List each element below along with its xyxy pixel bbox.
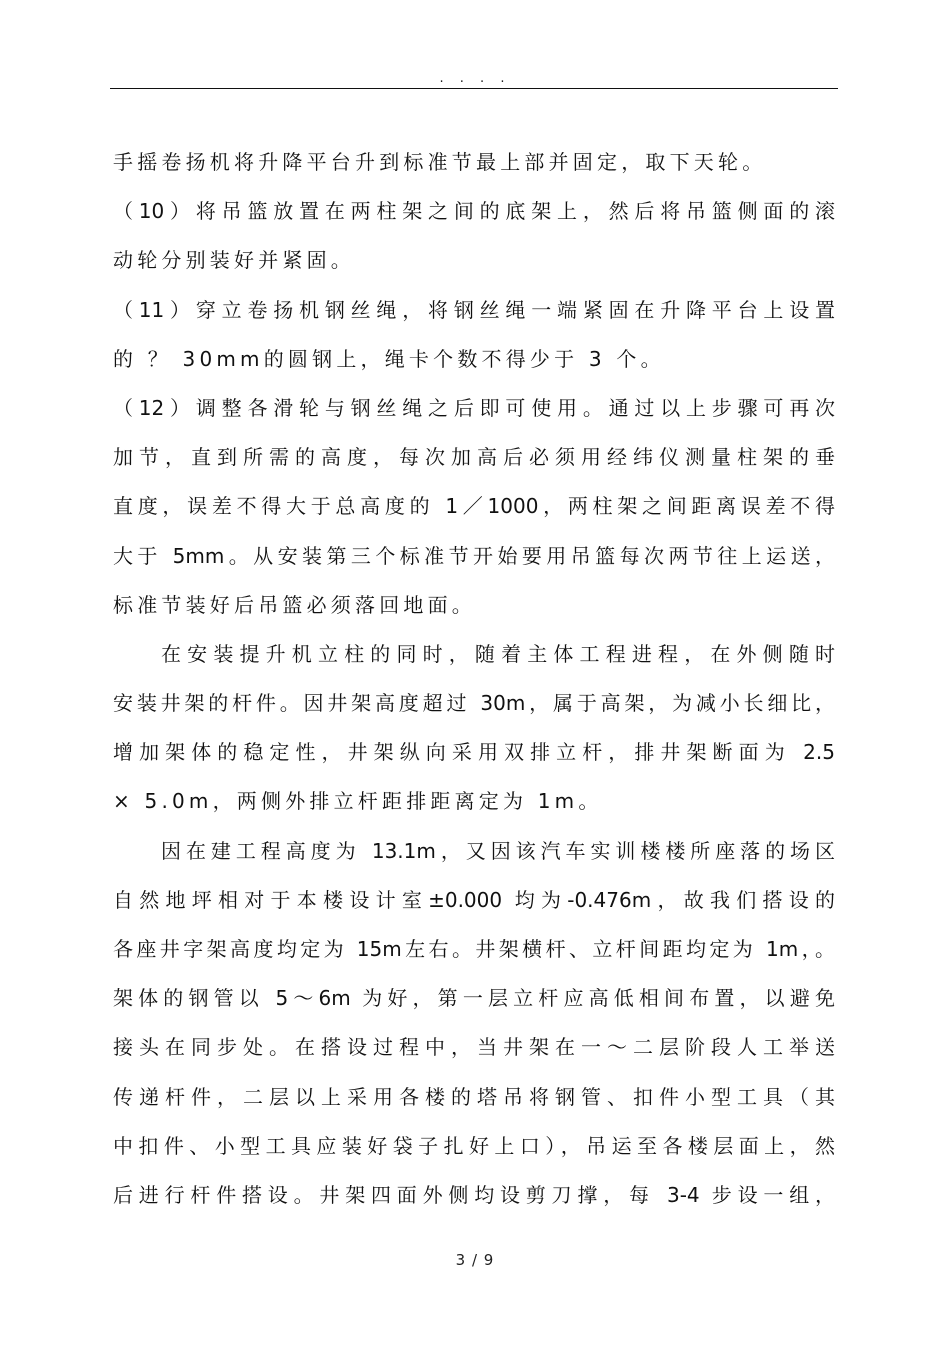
text-line-20: 传递杆件，二层以上采用各楼的塔吊将钢管、扣件小型工具（其: [113, 1084, 835, 1109]
text-line-21: 中扣件、小型工具应装好袋子扎好上口），吊运至各楼层面上，然: [113, 1133, 835, 1158]
header-dots: . . . .: [439, 71, 511, 86]
text-line-5: 的 ？ 30mm的圆钢上，绳卡个数不得少于 3 个。: [113, 346, 665, 371]
text-line-18: 架体的钢管以 5～6m 为好，第一层立杆应高低相间布置，以避免: [113, 986, 835, 1011]
text-line-15: 因在建工程高度为 13.1m，又因该汽车实训楼楼所座落的场区: [161, 838, 835, 863]
text-line-19: 接头在同步处。在搭设过程中，当井架在一～二层阶段人工举送: [113, 1035, 835, 1060]
document-body: [113, 145, 835, 1227]
text-line-2: （10）将吊篮放置在两柱架之间的底架上，然后将吊篮侧面的滚: [113, 199, 835, 224]
text-line-16: 自然地坪相对于本楼设计室±0.000 均为-0.476m，故我们搭设的: [113, 887, 835, 912]
text-line-6: （12）调整各滑轮与钢丝绳之后即可使用。通过以上步骤可再次: [113, 395, 835, 420]
text-line-13: 增加架体的稳定性，井架纵向采用双排立杆，排井架断面为 2.5: [113, 740, 835, 765]
text-line-1: 手摇卷扬机将升降平台升到标准节最上部并固定，取下天轮。: [113, 150, 767, 174]
header-rule: [110, 88, 838, 89]
text-line-4: （11）穿立卷扬机钢丝绳，将钢丝绳一端紧固在升降平台上设置: [113, 297, 835, 322]
text-line-10: 标准节装好后吊篮必须落回地面。: [113, 592, 476, 617]
text-line-22: 后进行杆件搭设。井架四面外侧均设剪刀撑，每 3-4 步设一组，: [113, 1182, 835, 1207]
text-line-11: 在安装提升机立柱的同时，随着主体工程进程，在外侧随时: [161, 641, 835, 666]
text-line-14: × 5.0m，两侧外排立杆距排距离定为 1m。: [113, 789, 603, 814]
text-line-12: 安装井架的杆件。因井架高度超过 30m，属于高架，为减小长细比，: [113, 691, 835, 716]
text-line-7: 加节，直到所需的高度，每次加高后必须用经纬仪测量柱架的垂: [113, 445, 835, 470]
page-number: 3 / 9: [455, 1251, 495, 1269]
text-line-9: 大于 5mm。从安装第三个标准节开始要用吊篮每次两节往上运送，: [113, 543, 835, 568]
text-line-8: 直度，误差不得大于总高度的 1／1000，两柱架之间距离误差不得: [113, 494, 835, 519]
text-line-3: 动轮分别装好并紧固。: [113, 248, 355, 273]
text-line-17: 各座井字架高度均定为 15m左右。井架横杆、立杆间距均定为 1m，。: [113, 937, 835, 961]
